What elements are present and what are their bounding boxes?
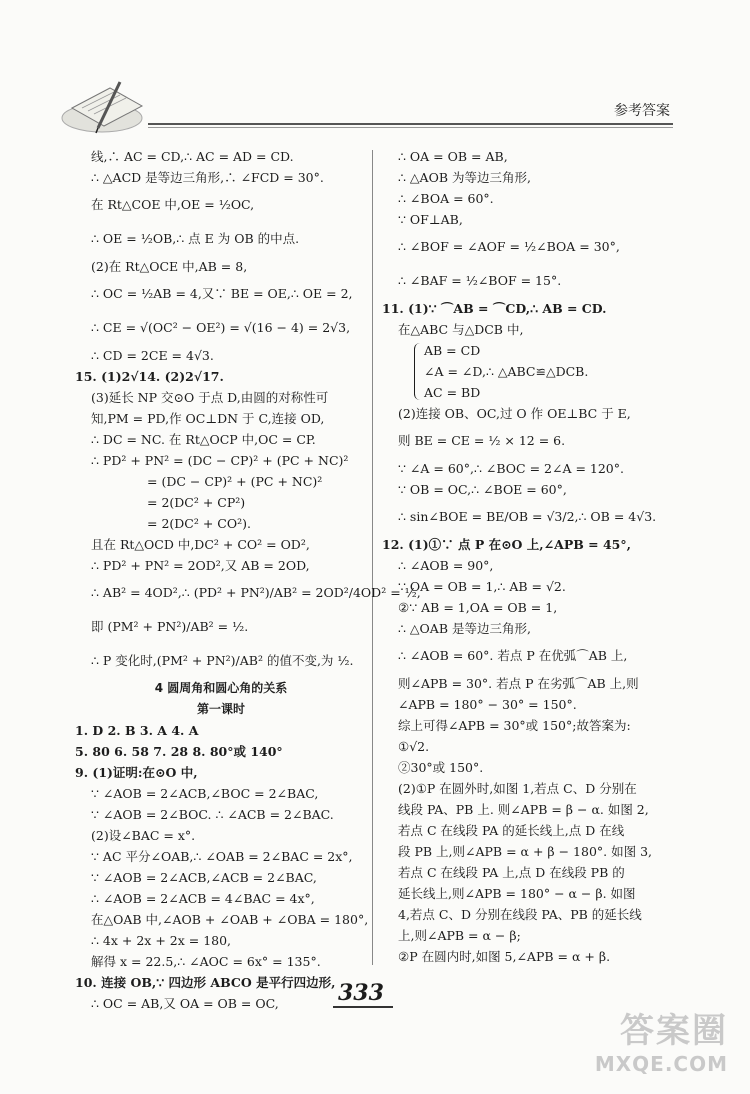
answer-line: 段 PB 上,则∠APB = α + β − 180°. 如图 3, [398,844,652,859]
answer-line: ∵ OF⊥AB, [398,212,463,227]
answer-line: ∵ ∠AOB = 2∠ACB,∠ACB = 2∠BAC, [91,870,317,885]
answer-line: ∴ ∠BOA = 60°. [398,191,494,206]
answer-line: (2)在 Rt△OCE 中,AB = 8, [91,259,248,274]
left-column [75,146,421,1014]
answer-line: ∴ OE = ½OB,∴ 点 E 为 OB 的中点. [91,231,300,246]
answer-line: 在△ABC 与△DCB 中, [398,322,524,337]
header-rule-thin [148,127,673,128]
answer-line: ∴ ∠AOB = 2∠ACB = 4∠BAC = 4x°, [91,891,315,906]
answer-line: (2)①P 在圆外时,如图 1,若点 C、D 分别在 [398,781,637,796]
right-column [382,146,674,967]
answer-line: ∴ CD = 2CE = 4√3. [91,348,214,363]
answer-line: 则∠APB = 30°. 若点 P 在劣弧⌒AB 上,则 [398,676,639,691]
answer-line: ②30°或 150°. [398,760,484,775]
answer-line: 线段 PA、PB 上. 则∠APB = β − α. 如图 2, [398,802,649,817]
answer-line: ②∵ AB = 1,OA = OB = 1, [398,600,558,615]
answer-line: 1. D 2. B 3. A 4. A [75,723,199,738]
answer-line: ∴ △AOB 为等边三角形, [398,170,531,185]
congruence-brace [412,340,674,403]
answer-line: ∴ PD² + PN² = (DC − CP)² + (PC + NC)² [91,453,349,468]
answer-line: 即 (PM² + PN²)/AB² = ½. [91,619,249,634]
answer-line: 4,若点 C、D 分别在线段 PA、PB 的延长线 [398,907,642,922]
answer-line: ∴ △OAB 是等边三角形, [398,621,531,636]
answer-line: ∴ AB² = 4OD²,∴ (PD² + PN²)/AB² = 2OD²/4OD² = ½, [91,585,421,600]
answer-line: ∴ ∠BOF = ∠AOF = ½∠BOA = 30°, [398,239,620,254]
answer-line: 延长线上,则∠APB = 180° − α − β. 如图 [398,886,636,901]
answer-line: ∴ ∠AOB = 60°. 若点 P 在优弧⌒AB 上, [398,648,628,663]
answer-line: (3)延长 NP 交⊙O 于点 D,由圆的对称性可 [91,390,329,405]
header-title: 参考答案 [614,103,670,119]
book-pen-logo [58,78,150,140]
answer-line: 且在 Rt△OCD 中,DC² + CO² = OD², [91,537,310,552]
question-10: 10. 连接 OB,∵ 四边形 ABCO 是平行四边形, [75,975,336,990]
watermark-url: MXQE.COM [594,1052,728,1076]
answer-line: 若点 C 在线段 PA 的延长线上,点 D 在线 [398,823,625,838]
question-12: 12. (1)①∵ 点 P 在⊙O 上,∠APB = 45°, [382,537,631,552]
answer-line: ∴ OC = AB,又 OA = OB = OC, [91,996,279,1011]
page-number: 333 [338,980,384,1006]
answer-line: ∴ OA = OB = AB, [398,149,508,164]
answer-line: ∴ ∠BAF = ½∠BOF = 15°. [398,273,562,288]
watermark-title: 答案圈 [620,1011,728,1051]
question-9: 9. (1)证明:在⊙O 中, [75,765,198,780]
answer-line: ∴ OC = ½AB = 4,又∵ BE = OE,∴ OE = 2, [91,286,353,301]
answer-line: (2)连接 OB、OC,过 O 作 OE⊥BC 于 E, [398,406,631,421]
answer-line: ②P 在圆内时,如图 5,∠APB = α + β. [398,949,611,964]
answer-line: ∵ OB = OC,∴ ∠BOE = 60°, [398,482,567,497]
answer-line: ∵ ∠AOB = 2∠ACB,∠BOC = 2∠BAC, [91,786,319,801]
answer-line: 5. 80 6. 58 7. 28 8. 80°或 140° [75,744,283,759]
answer-line: 则 BE = CE = ½ × 12 = 6. [398,433,566,448]
answer-line: ∵ ∠A = 60°,∴ ∠BOC = 2∠A = 120°. [398,461,624,476]
answer-line: = 2(DC² + CO²). [147,516,251,531]
answer-line: ∴ 4x + 2x + 2x = 180, [91,933,232,948]
lesson-title: 第一课时 [196,702,245,716]
answer-line: 知,PM = PD,作 OC⊥DN 于 C,连接 OD, [91,411,325,426]
brace-line: AC = BD [424,385,481,400]
answer-line: ∴ DC = NC. 在 Rt△OCP 中,OC = CP. [91,432,316,447]
answer-line: 上,则∠APB = α − β; [398,928,521,943]
answer-line: 解得 x = 22.5,∴ ∠AOC = 6x° = 135°. [91,954,321,969]
question-15: 15. (1)2√14. (2)2√17. [75,369,224,384]
answer-line: 在△OAB 中,∠AOB + ∠OAB + ∠OBA = 180°, [91,912,369,927]
answer-line: 若点 C 在线段 PA 上,点 D 在线段 PB 的 [398,865,625,880]
answer-line: ∴ P 变化时,(PM² + PN²)/AB² 的值不变,为 ½. [91,653,354,668]
page-number-underline [333,1006,393,1008]
header-rule [148,123,673,125]
answer-line: 在 Rt△COE 中,OE = ½OC, [91,197,255,212]
answer-line: = 2(DC² + CP²) [147,495,246,510]
answer-line: = (DC − CP)² + (PC + NC)² [147,474,323,489]
answer-line: ∵ OA = OB = 1,∴ AB = √2. [398,579,566,594]
answer-line: 综上可得∠APB = 30°或 150°;故答案为: [398,718,631,733]
question-11: 11. (1)∵ ⌒AB = ⌒CD,∴ AB = CD. [382,301,607,316]
answer-line: 线,∴ AC = CD,∴ AC = AD = CD. [91,149,294,164]
brace-line: ∠A = ∠D,∴ △ABC≌△DCB. [424,364,589,379]
section-title: 4 圆周角和圆心角的关系 [154,681,288,695]
answer-line: ∴ CE = √(OC² − OE²) = √(16 − 4) = 2√3, [91,320,351,335]
answer-line: ∵ AC 平分∠OAB,∴ ∠OAB = 2∠BAC = 2x°, [91,849,353,864]
answer-line: ∴ △ACD 是等边三角形,∴ ∠FCD = 30°. [91,170,324,185]
answer-line: (2)设∠BAC = x°. [91,828,196,843]
answer-line: ①√2. [398,739,430,754]
answer-line: ∠APB = 180° − 30° = 150°. [398,697,577,712]
column-divider [372,150,373,965]
answer-line: ∵ ∠AOB = 2∠BOC. ∴ ∠ACB = 2∠BAC. [91,807,334,822]
answer-line: ∴ PD² + PN² = 2OD²,又 AB = 2OD, [91,558,310,573]
answer-line: ∴ ∠AOB = 90°, [398,558,494,573]
answer-line: ∴ sin∠BOE = BE/OB = √3/2,∴ OB = 4√3. [398,509,657,524]
brace-line: AB = CD [424,343,481,358]
watermark [595,1003,728,1076]
